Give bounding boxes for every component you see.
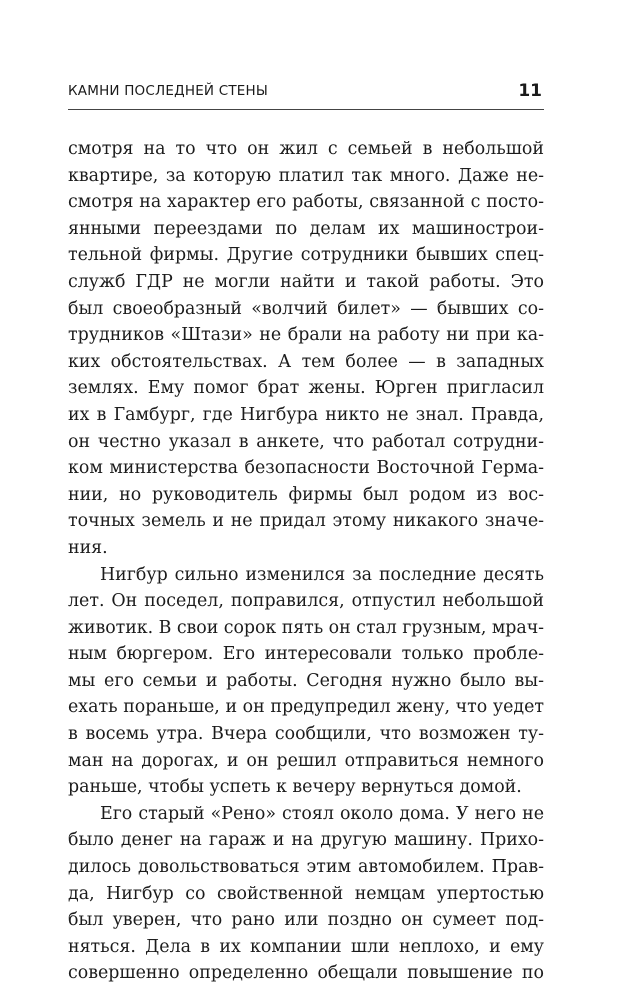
page-number: 11 [518, 81, 542, 101]
text-line: было денег на гараж и на другую машину. Прихо- [68, 830, 544, 851]
header-rule [68, 109, 544, 110]
text-line: он честно указал в анкете, что работал сотрудни- [68, 431, 544, 452]
text-line: смотря на характер его работы, связанной с посто- [68, 192, 544, 213]
page-header [68, 80, 544, 102]
text-line: няться. Дела в их компании шли неплохо, и ему [68, 936, 544, 957]
text-line: да, Нигбур со свойственной немцам упертостью [68, 883, 544, 904]
text-line: животик. В свои сорок пять он стал грузным, мрач- [68, 617, 545, 638]
text-line: мы его семьи и работы. Сегодня нужно было вы- [68, 670, 544, 691]
body-text [68, 136, 544, 987]
text-line: в восемь утра. Вчера сообщили, что возможен ту- [68, 724, 544, 745]
text-line: ехать пораньше, и он предупредил жену, что уедет [68, 697, 544, 718]
text-line: Его старый «Рено» стоял около дома. У него не [100, 803, 544, 824]
text-line: тельной фирмы. Другие сотрудники бывших спец- [68, 245, 544, 266]
text-line: ния. [68, 537, 108, 558]
text-line: служб ГДР не могли найти и такой работы. Это [68, 271, 544, 292]
text-line: нии, но руководитель фирмы был родом из вос- [68, 484, 544, 505]
text-line: смотря на то что он жил с семьей в небольшой [68, 139, 544, 159]
text-line: квартире, за которую платил так много. Даже не- [68, 165, 544, 186]
text-line: янными переездами по делам их машинострои- [68, 218, 544, 239]
text-line: точных земель и не придал этому никакого значе- [68, 511, 544, 532]
paragraph-3 [68, 801, 544, 987]
text-line: лет. Он поседел, поправился, отпустил небольшой [68, 591, 544, 612]
text-line: дилось довольствоваться этим автомобилем. Прав- [68, 857, 544, 878]
text-line: землях. Ему помог брат жены. Юрген пригласил [68, 378, 544, 399]
text-line: Нигбур сильно изменился за последние десять [100, 564, 544, 585]
text-line: был уверен, что рано или поздно он сумеет под- [68, 910, 544, 931]
running-title: КАМНИ ПОСЛЕДНЕЙ СТЕНЫ [68, 83, 268, 99]
text-line: ным бюргером. Его интересовали только пробле- [68, 644, 544, 665]
text-line: раньше, чтобы успеть к вечеру вернуться домой. [68, 777, 522, 798]
text-line: был своеобразный «волчий билет» — бывших со- [68, 298, 544, 319]
text-line: их в Гамбург, где Нигбура никто не знал. Правда, [68, 404, 544, 425]
text-line: ком министерства безопасности Восточной Герма- [68, 458, 544, 479]
text-line: совершенно определенно обещали повышение по [68, 963, 544, 984]
text-line: ких обстоятельствах. А тем более — в западных [68, 351, 544, 372]
text-line: трудников «Штази» не брали на работу ни при ка- [68, 325, 544, 346]
paragraph-1 [68, 136, 544, 562]
paragraph-2 [68, 562, 544, 801]
text-line: ман на дорогах, и он решил отправиться немного [68, 750, 544, 771]
